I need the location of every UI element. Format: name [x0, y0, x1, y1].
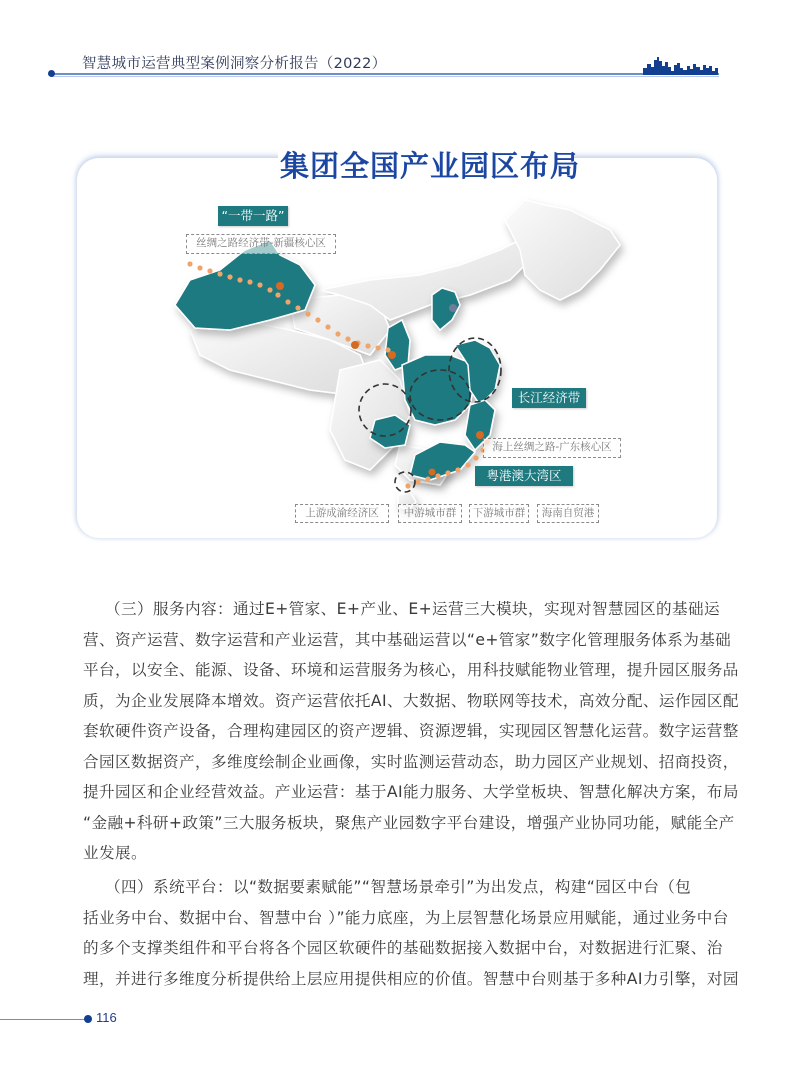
belt-road-tag: “一带一路”	[218, 206, 288, 226]
header-divider	[51, 73, 719, 75]
figure-title: 集团全国产业园区布局	[280, 149, 581, 183]
report-title: 智慧城市运营典型案例洞察分析报告（2022）	[82, 56, 387, 72]
page-header	[0, 0, 793, 80]
bottom-tag-downstream: 下游城市群	[469, 504, 529, 523]
paragraph-line: 合园区数据资产，多维度绘制企业画像，实时监测运营动态，助力园区产业规划、招商投资，	[83, 752, 739, 771]
silk-road-xinjiang-tag: 丝绸之路经济带-新疆核心区	[186, 234, 336, 254]
bottom-tag-midstream: 中游城市群	[398, 504, 462, 523]
paragraph-line: 理，并进行多维度分析提供给上层应用提供相应的价值。智慧中台则基于多种AI力引擎，对园	[83, 969, 739, 988]
paragraph-line: 平台，以安全、能源、设备、环境和运营服务为核心，用科技赋能物业管理，提升园区服务品	[83, 661, 739, 679]
maritime-silk-road-guangdong-tag: 海上丝绸之路-广东核心区	[483, 438, 621, 458]
paragraph-line: 业发展。	[83, 844, 147, 862]
paragraph-line: 的多个支撑类组件和平台将各个园区软硬件的基础数据接入数据中台，对数据进行汇聚、治	[83, 939, 723, 957]
bottom-tag-hainan: 海南自贸港	[537, 504, 599, 523]
greater-bay-area-tag: 粤港澳大湾区	[475, 466, 573, 486]
paragraph-line: 括业务中台、数据中台、智慧中台 ）”能力底座，为上层智慧化场景应用赋能，通过业务中台	[83, 908, 729, 927]
paragraph-line: 营、资产运营、数字运营和产业运营，其中基础运营以“e+管家”数字化管理服务体系为基础	[83, 630, 732, 649]
footer-dot-marker	[84, 1015, 92, 1023]
header-divider-thin	[51, 76, 719, 77]
paragraph-service-content	[83, 594, 739, 869]
yangtze-economic-belt-tag: 长江经济带	[512, 388, 586, 408]
paragraph-line: 套软硬件资产设备，合理构建园区的资产逻辑、资源逻辑，实现园区智慧化运营。数字运营整	[83, 722, 739, 740]
paragraph-line: （四）系统平台：以“数据要素赋能”“智慧场景牵引”为出发点，构建“园区中台（包	[105, 878, 692, 896]
footer-divider	[0, 1019, 86, 1020]
bottom-tag-upstream: 上游成渝经济区	[295, 504, 389, 523]
paragraph-line: 质，为企业发展降本增效。资产运营依托AI、大数据、物联网等技术，高效分配、运作园区配	[83, 691, 739, 710]
city-skyline-icon	[643, 55, 721, 75]
header-dot-marker	[48, 70, 55, 77]
page-number: 116	[96, 1010, 117, 1025]
paragraph-line: 提升园区和企业经营效益。产业运营：基于AI能力服务、大学堂板块、智慧化解决方案，布局	[83, 783, 739, 801]
paragraph-line: （三）服务内容：通过E+管家、E+产业、E+运营三大模块，实现对智慧园区的基础运	[105, 600, 720, 618]
paragraph-line: “金融+科研+政策”三大服务板块，聚焦产业园数字平台建设，增强产业协同功能，赋能全产	[83, 813, 735, 832]
paragraph-system-platform	[83, 872, 739, 994]
